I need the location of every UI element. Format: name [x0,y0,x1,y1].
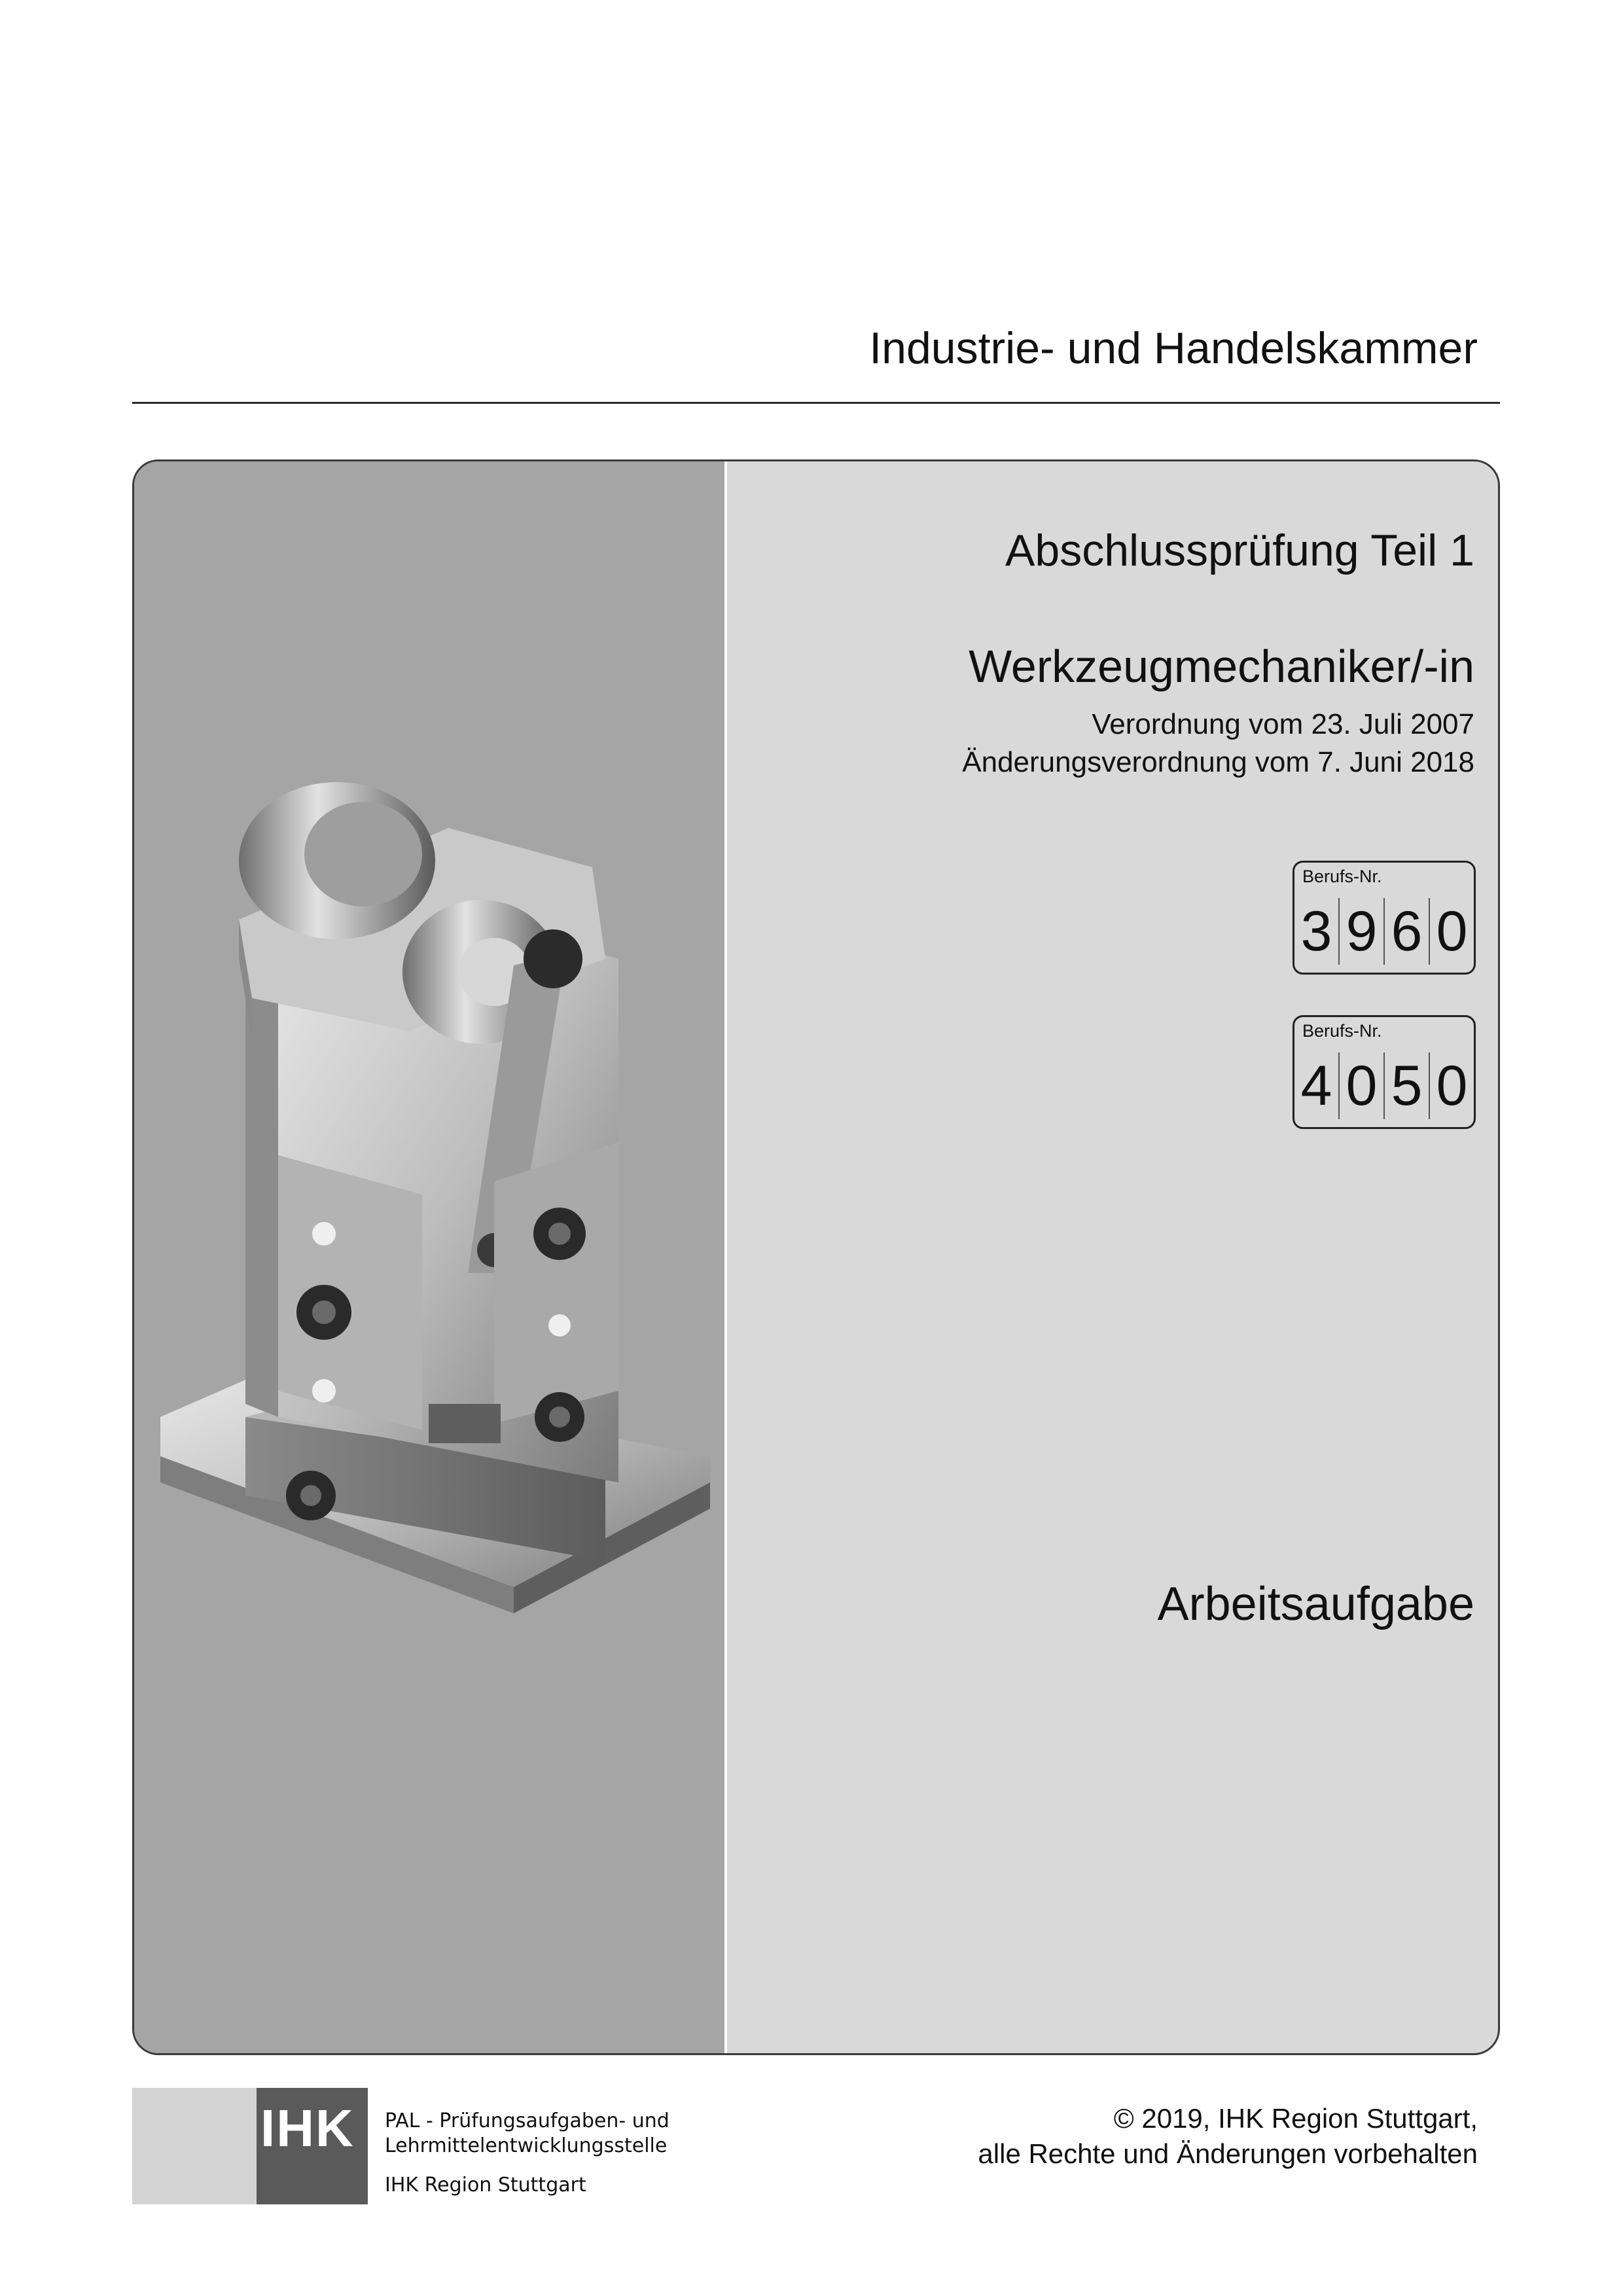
header-divider [132,402,1500,404]
organization-title: Industrie- und Handelskammer [869,323,1478,373]
copyright-line2: alle Rechte und Änderungen vorbehalten [978,2138,1478,2169]
occupation-title: Werkzeugmechaniker/-in [969,641,1474,692]
pal-region: IHK Region Stuttgart [385,2174,586,2197]
tool-fixture-photo [147,762,723,1653]
ihk-logo [132,2088,368,2204]
occupation-code-digits [1294,898,1474,965]
amendment-date: Änderungsverordnung vom 7. Juni 2018 [962,746,1474,778]
cover-card [132,459,1500,2055]
code-digit: 0 [1338,1052,1383,1119]
occupation-code-box [1293,1015,1476,1129]
code-digit: 0 [1429,1052,1474,1119]
occupation-code-box [1293,861,1476,975]
code-digit: 9 [1338,898,1383,965]
occupation-code-label: Berufs-Nr. [1302,867,1382,886]
code-digit: 4 [1300,1054,1332,1117]
code-digit: 3 [1300,900,1332,963]
regulation-date: Verordnung vom 23. Juli 2007 [1092,708,1474,740]
code-digit: 0 [1429,898,1474,965]
pal-name-line1: PAL - Prüfungsaufgaben- und [385,2109,669,2132]
task-type-title: Arbeitsaufgabe [1157,1578,1474,1630]
photo-panel [134,461,727,2053]
code-digit: 5 [1383,1052,1429,1119]
exam-part-title: Abschlussprüfung Teil 1 [1005,526,1474,575]
logo-light-block [132,2088,257,2204]
occupation-code-label: Berufs-Nr. [1302,1021,1382,1041]
logo-text: IHK [260,2099,355,2157]
code-digit: 6 [1383,898,1429,965]
pal-name-line2: Lehrmittelentwicklungsstelle [385,2134,668,2157]
occupation-code-digits [1294,1052,1474,1119]
copyright-line1: © 2019, IHK Region Stuttgart, [1113,2103,1478,2134]
